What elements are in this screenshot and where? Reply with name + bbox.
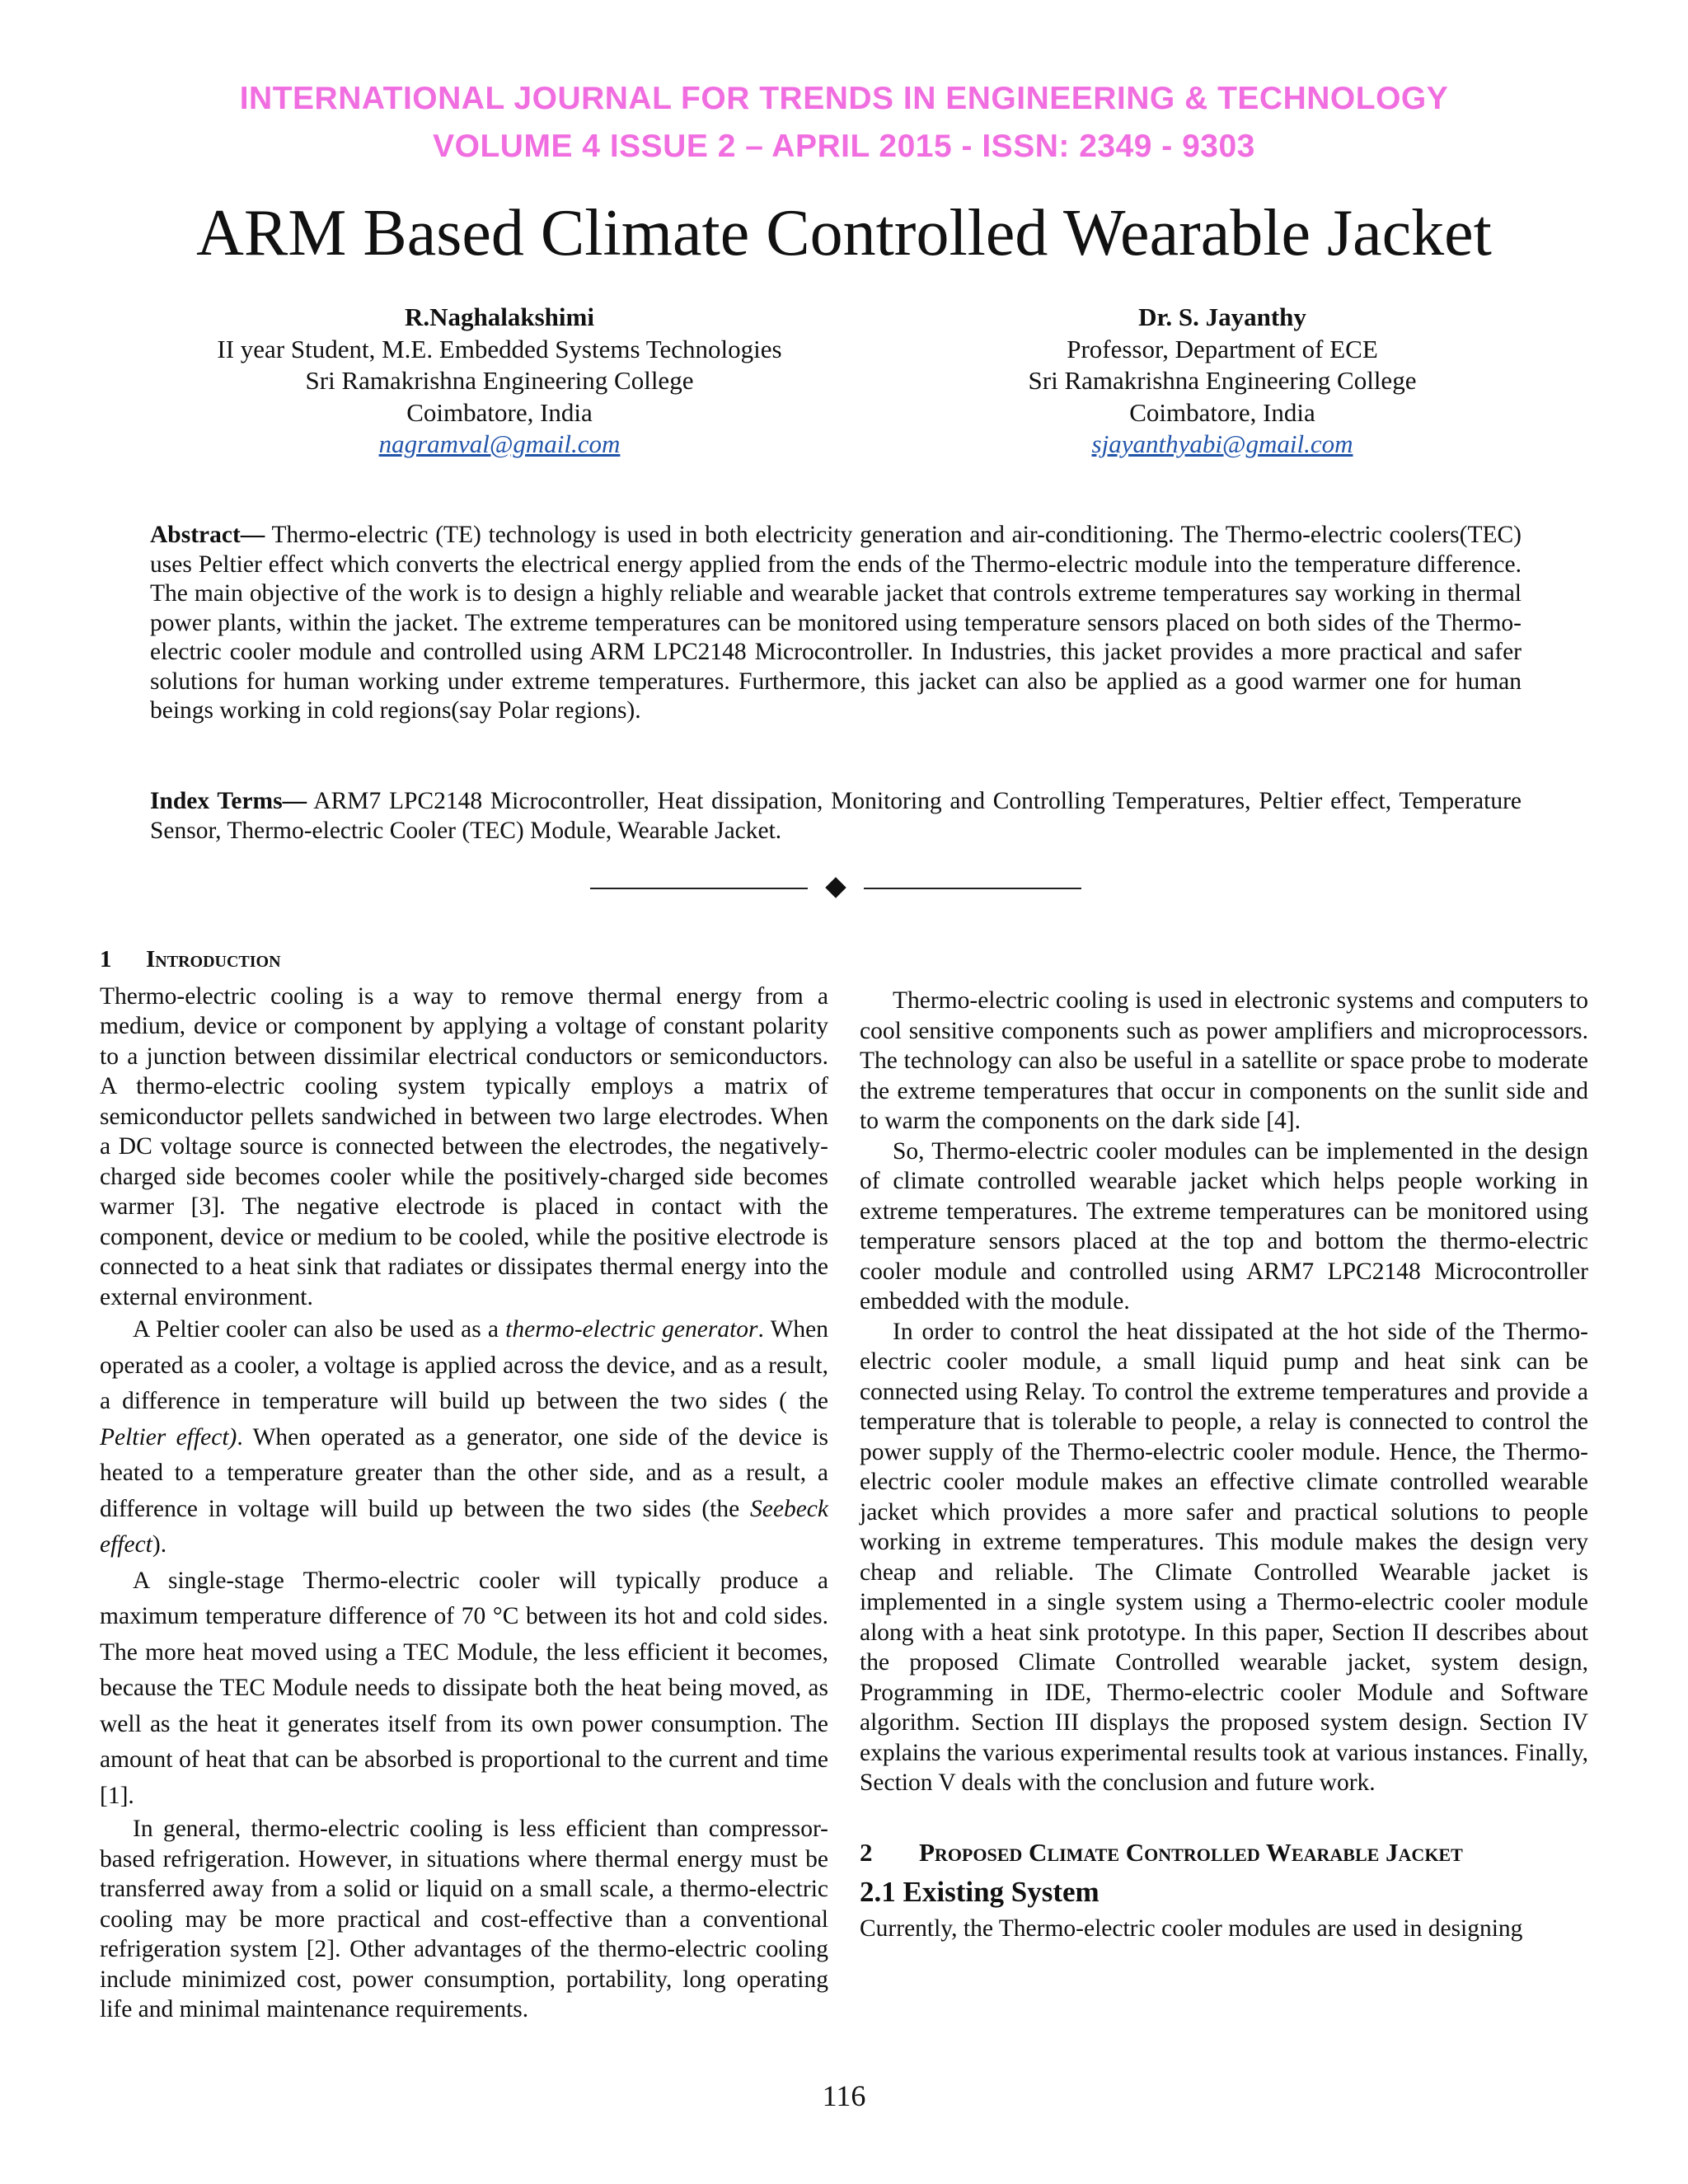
author-affiliation: Sri Ramakrishna Engineering College [305, 366, 694, 395]
author-affiliation: Sri Ramakrishna Engineering College [1028, 366, 1417, 395]
author-location: Coimbatore, India [406, 397, 593, 427]
abstract-text: Thermo-electric (TE) technology is used in both electricity generation and air-conditioning. The Thermo-electric coolers(TEC) uses Peltier effect which converts the electrical energy applied from the ends of the Thermo-electric module into the temperature difference. The main objective of the work is to design a highly reliable and wearable jacket that controls extreme temperatures say working in thermal power plants, within the jacket. The extreme temperatures can be monitored using temperature sensors placed on both sides of the Thermo-electric cooler module and controlled using ARM LPC2148 Microcontroller. In Industries, this jacket provides a more practical and safer solutions for human working under extreme temperatures. Furthermore, this jacket can also be applied as a good warmer one for human beings working in cold regions(say Polar regions). [150, 522, 1522, 724]
divider-line-left [590, 888, 808, 889]
diamond-icon [825, 877, 846, 898]
author-block-2 [851, 302, 1593, 461]
section-heading [860, 1836, 1588, 1869]
abstract [150, 521, 1522, 726]
paragraph: A single-stage Thermo-electric cooler will typically produce a maximum temperature difference of 70 °C between its hot and cold sides. The more heat moved using a TEC Module, the less efficient it becomes, because the TEC Module needs to dissipate both the heat being moved, as well as the heat it generates itself from its own power consumption. The amount of heat that can be absorbed is proportional to the current and time [1]. [100, 1567, 828, 1809]
italic-term: Peltier effect) [100, 1423, 237, 1451]
section-title: Introduction [146, 946, 281, 972]
section-number: 2 [860, 1837, 873, 1867]
italic-term: thermo-electric generator [505, 1316, 758, 1343]
text-run: . When operated as a generator, one side of the device is heated to a temperature greater than the other side, and as a result, a difference in voltage will build up between the two sides (the [100, 1423, 828, 1522]
section-title: Proposed Climate Controlled Wearable Jacket [919, 1837, 1463, 1867]
author-email-link[interactable]: sjayanthyabi@gmail.com [1091, 429, 1353, 458]
text-run: ). [152, 1531, 167, 1558]
section-heading [100, 944, 828, 975]
paragraph: In general, thermo-electric cooling is less efficient than compressor-based refrigeration. However, in situations where thermal energy must be transferred away from a solid or liquid on a small scale, a thermo-electric cooling may be more practical and cost-effective than a conventional refrigeration system [2]. Other advantages of the thermo-electric cooling include minimized cost, power consumption, portability, long operating life and minimal maintenance requirements. [100, 1816, 828, 2022]
journal-title-line: INTERNATIONAL JOURNAL FOR TRENDS IN ENGINEERING & TECHNOLOGY [239, 81, 1449, 116]
paragraph: Thermo-electric cooling is used in electronic systems and computers to cool sensitive components such as power amplifiers and microprocessors. The technology can also be useful in a satellite or space probe to moderate the extreme temperatures that occur in components on the sunlit side and to warm the components on the dark side [4]. [860, 987, 1588, 1134]
divider-line-right [864, 888, 1081, 889]
author-block-1 [129, 302, 870, 461]
paragraph: In order to control the heat dissipated at the hot side of the Thermo-electric cooler module, a small liquid pump and heat sink can be connected using Relay. To control the extreme temperatures and provide a temperature that is tolerable to people, a relay is connected to control the power supply of the Thermo-electric cooler module. Hence, the Thermo-electric cooler module makes an effective climate controlled wearable jacket which provides a more safer and practical solutions to people working in extreme temperatures. This module makes the design very cheap and reliable. The Climate Controlled Wearable jacket is implemented in a single system using a Thermo-electric cooler module along with a heat sink prototype. In this paper, Section II describes about the proposed Climate Controlled wearable jacket, system design, Programming in IDE, Thermo-electric cooler Module and Software algorithm. Section III displays the proposed system design. Section IV explains the various experimental results took at various instances. Finally, Section V deals with the conclusion and future work. [860, 1318, 1588, 1796]
author-role: Professor, Department of ECE [1067, 334, 1378, 363]
author-name: Dr. S. Jayanthy [1138, 302, 1306, 331]
paragraph: So, Thermo-electric cooler modules can be implemented in the design of climate controlled wearable jacket which helps people working in extreme temperatures. The extreme temperatures can be monitored using temperature sensors placed at the top and bottom the thermo-electric cooler module and controlled using ARM7 LPC2148 Microcontroller embedded with the module. [860, 1137, 1588, 1315]
index-terms [150, 787, 1522, 846]
text-run: A Peltier cooler can also be used as a [133, 1316, 506, 1343]
subsection-heading: 2.1 Existing System [860, 1875, 1100, 1908]
journal-issue-line: VOLUME 4 ISSUE 2 – APRIL 2015 - ISSN: 2349 - 9303 [433, 129, 1255, 164]
author-email-link[interactable]: nagramval@gmail.com [378, 429, 621, 458]
section-number: 1 [100, 946, 112, 972]
left-column [100, 944, 828, 2025]
index-terms-label: Index Terms— [150, 788, 307, 814]
author-role: II year Student, M.E. Embedded Systems Technologies [217, 334, 782, 363]
paragraph: Thermo-electric cooling is a way to remove thermal energy from a medium, device or component by applying a voltage of constant polarity to a junction between dissimilar electrical conductors or semiconductors. A thermo-electric cooling system typically employs a matrix of semiconductor pellets sandwiched in between two large electrodes. When a DC voltage source is connected between the electrodes, the negatively-charged side becomes cooler while the positively-charged side becomes warmer [3]. The negative electrode is placed in contact with the component, device or medium to be cooled, while the positive electrode is connected to a heat sink that radiates or dissipates thermal energy into the external environment. [100, 982, 828, 1310]
paragraph: Currently, the Thermo-electric cooler modules are used in designing [860, 1915, 1523, 1942]
author-name: R.Naghalakshimi [405, 302, 594, 331]
author-location: Coimbatore, India [1129, 397, 1315, 427]
index-terms-text: ARM7 LPC2148 Microcontroller, Heat dissipation, Monitoring and Controlling Temperatures, Peltier effect, Temperature Sensor, Thermo-electric Cooler (TEC) Module, Wearable Jacket. [150, 788, 1522, 844]
abstract-label: Abstract— [150, 522, 265, 548]
paragraph [100, 1312, 828, 1563]
right-column [860, 986, 1588, 1944]
italic-term: Seebeck effect [100, 1495, 828, 1558]
paper-title: ARM Based Climate Controlled Wearable Jacket [196, 197, 1492, 269]
page-number: 116 [822, 2079, 866, 2112]
text-run: . When operated as a cooler, a voltage is applied across the device, and as a result, a difference in temperature will build up between the two sides ( the [100, 1316, 829, 1414]
